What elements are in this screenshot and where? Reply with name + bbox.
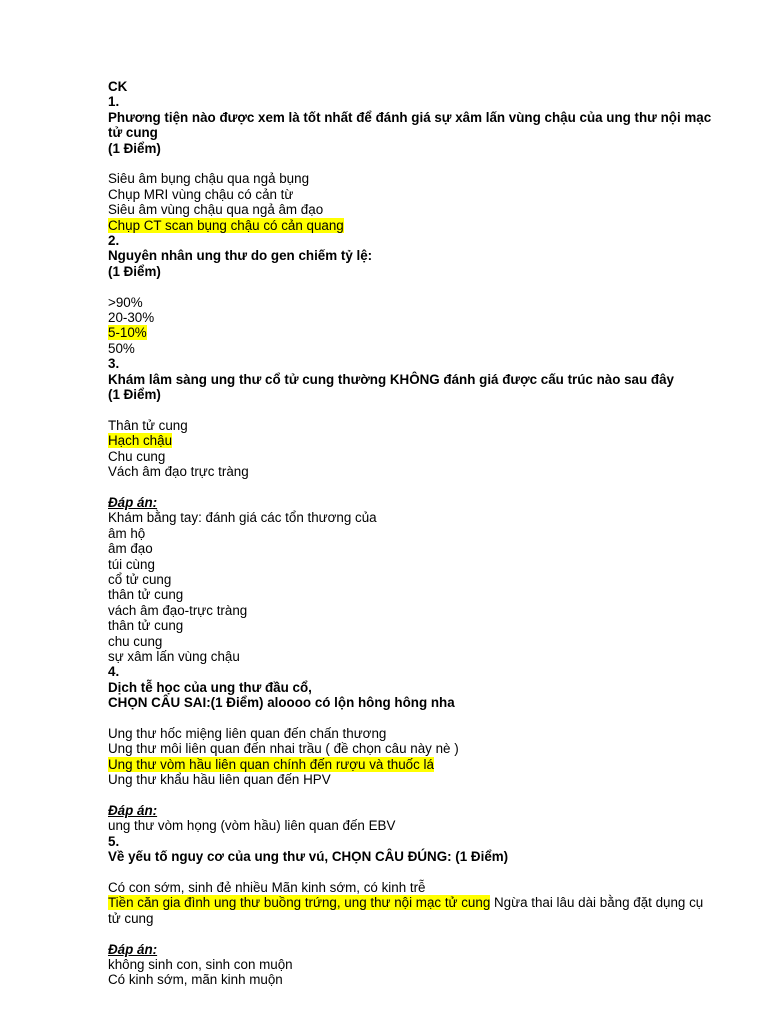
q3-answer-line: vách âm đạo-trực tràng [108,602,248,618]
q2-option: >90% [108,294,143,310]
q3-points: (1 Điểm) [108,387,161,403]
spacer [108,926,718,941]
q4-question-cont: CHỌN CÂU SAI:(1 Điểm) aloooo có lộn hông hông nha [108,695,455,711]
q2-option: 50% [108,340,135,356]
q5-answer-line: không sinh con, sinh con muộn [108,957,293,973]
q3-option: Chu cung [108,448,166,464]
q2-points: (1 Điểm) [108,263,161,279]
q1-number: 1. [108,94,120,110]
q4-option-highlighted: Ung thư vòm hầu liên quan chính đến rượu và thuốc lá [108,756,434,772]
q2-option: 20-30% [108,310,155,326]
q5-answer-line: Có kinh sớm, mãn kinh muộn [108,972,283,988]
spacer [108,480,718,495]
q4-option: Ung thư môi liên quan đến nhai trầu ( đề chọn câu này nè ) [108,741,459,757]
q1-question: Phương tiện nào được xem là tốt nhất để đánh giá sự xâm lấn vùng chậu của ung thư nội mạc tử cung [108,109,712,141]
spacer [108,788,718,803]
q5-option-rest: Ngừa thai lâu dài bằng đặt dụng cụ tử cung [108,895,704,926]
q4-answer-label: Đáp án: [108,803,158,818]
q3-answer-line: thân tử cung [108,587,184,603]
q4-option: Ung thư hốc miệng liên quan đến chấn thương [108,725,387,741]
q5-number: 5. [108,833,120,849]
q3-answer-label: Đáp án: [108,494,158,510]
q4-answer-line: ung thư vòm họng (vòm hầu) liên quan đến EBV [108,818,396,834]
q3-answer-line: thân tử cung [108,618,184,634]
q3-answer-line: Khám bằng tay: đánh giá các tổn thương của [108,510,377,526]
q1-option: Chụp MRI vùng chậu có cản từ [108,186,294,202]
q3-answer-line: chu cung [108,633,163,649]
q3-option: Thân tử cung [108,417,188,433]
q1-option: Siêu âm vùng chậu qua ngả âm đạo [108,202,324,218]
q4-question: Dịch tễ học của ung thư đầu cổ, [108,679,312,695]
spacer [108,156,718,171]
q3-answer-line: cổ tử cung [108,571,172,587]
q3-answer-line: túi cùng [108,556,155,572]
spacer [108,279,718,294]
q4-option: Ung thư khẩu hầu liên quan đến HPV [108,772,331,788]
q1-option: Siêu âm bụng chậu qua ngả bụng [108,171,310,187]
q2-number: 2. [108,233,120,249]
q1-points: (1 Điểm) [108,140,161,156]
q3-answer-line: âm đạo [108,541,153,557]
q2-question: Nguyên nhân ung thư do gen chiếm tỷ lệ: [108,248,373,264]
spacer [108,865,718,880]
document-body [108,79,718,988]
q5-options-line: Có con sớm, sinh đẻ nhiều Mãn kinh sớm, có kinh trễ [108,880,426,896]
q3-number: 3. [108,356,120,372]
q2-option-highlighted: 5-10% [108,325,147,341]
q5-question: Về yếu tố nguy cơ của ung thư vú, CHỌN CÂU ĐÚNG: (1 Điểm) [108,849,509,865]
q5-option-highlighted: Tiền căn gia đình ung thư buồng trứng, ung thư nội mạc tử cung [108,895,491,911]
q3-option-highlighted: Hạch chậu [108,433,173,449]
q3-answer-line: sự xâm lấn vùng chậu [108,648,240,664]
q4-number: 4. [108,664,120,680]
q3-option: Vách âm đạo trực tràng [108,464,249,480]
q5-answer-label: Đáp án: [108,941,158,957]
spacer [108,403,718,418]
q5-options-line-2 [108,895,718,926]
q1-option-highlighted: Chụp CT scan bụng chậu có cản quang [108,217,344,233]
spacer [108,711,718,726]
doc-heading: CK [108,79,128,94]
q3-answer-line: âm hộ [108,525,146,541]
q3-question: Khám lâm sàng ung thư cổ tử cung thường KHÔNG đánh giá được cấu trúc nào sau đây [108,371,674,387]
